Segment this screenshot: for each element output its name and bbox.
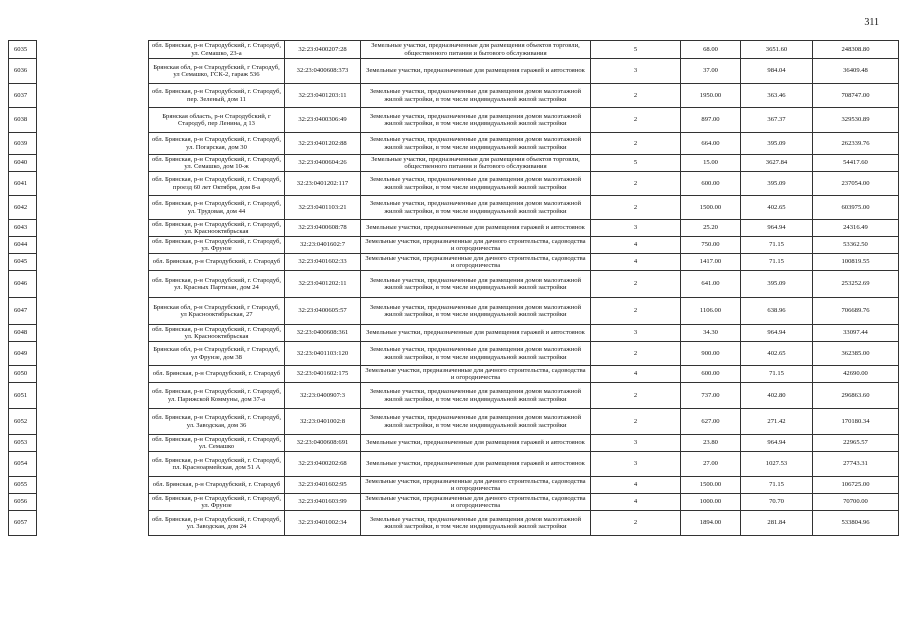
row-number: 6043: [9, 220, 37, 237]
spacer: [37, 383, 149, 409]
spacer: [37, 366, 149, 383]
address: обл. Брянская, р-н Стародубский, г. Стародуб: [149, 477, 285, 494]
cadastral-value: 533804.96: [813, 511, 899, 536]
address: обл. Брянская, р-н Стародубский, г. Стародуб, ул. Фрунзе: [149, 237, 285, 254]
spacer: [37, 477, 149, 494]
cadastral-number: 32:23:0400604:26: [285, 155, 361, 172]
area: 664.00: [681, 133, 741, 155]
area: 1894.00: [681, 511, 741, 536]
land-category: Земельные участки, предназначенные для размещения домов малоэтажной жилой застройки, в том числе индивидуальной жилой застройки: [361, 298, 591, 325]
row-number: 6041: [9, 172, 37, 196]
cadastral-number: 32:23:0401602:7: [285, 237, 361, 254]
area: 25.20: [681, 220, 741, 237]
table-row: [9, 155, 899, 172]
cadastral-rate: 984.04: [741, 59, 813, 84]
page-number: 311: [864, 17, 879, 28]
spacer: [37, 494, 149, 511]
table-row: [9, 220, 899, 237]
area: 23.80: [681, 435, 741, 452]
group-code: 2: [591, 383, 681, 409]
cadastral-number: 32:23:0400608:691: [285, 435, 361, 452]
row-number: 6038: [9, 108, 37, 133]
table-row: [9, 59, 899, 84]
land-category: Земельные участки, предназначенные для дачного строительства, садоводства и огородничества: [361, 494, 591, 511]
group-code: 2: [591, 342, 681, 366]
cadastral-value: 22965.57: [813, 435, 899, 452]
cadastral-rate: 363.46: [741, 84, 813, 108]
land-category: Земельные участки, предназначенные для размещения гаражей и автостоянок: [361, 452, 591, 477]
cadastral-value: 42690.00: [813, 366, 899, 383]
area: 1500.00: [681, 477, 741, 494]
row-number: 6052: [9, 409, 37, 435]
cadastral-rate: 1027.53: [741, 452, 813, 477]
cadastral-value: 54417.60: [813, 155, 899, 172]
cadastral-number: 32:23:0400202:68: [285, 452, 361, 477]
table-row: [9, 342, 899, 366]
spacer: [37, 325, 149, 342]
cadastral-number: 32:23:0400605:57: [285, 298, 361, 325]
cadastral-rate: 395.09: [741, 271, 813, 298]
cadastral-value: 106725.00: [813, 477, 899, 494]
cadastral-rate: 402.65: [741, 342, 813, 366]
table-row: [9, 366, 899, 383]
cadastral-rate: 71.15: [741, 254, 813, 271]
cadastral-number: 32:23:0401603:99: [285, 494, 361, 511]
row-number: 6040: [9, 155, 37, 172]
group-code: 2: [591, 271, 681, 298]
table-row: [9, 325, 899, 342]
cadastral-number: 32:23:0401002:34: [285, 511, 361, 536]
cadastral-value: 237054.00: [813, 172, 899, 196]
cadastral-value: 706689.76: [813, 298, 899, 325]
area: 1417.00: [681, 254, 741, 271]
address: обл. Брянская, р-н Стародубский, г. Стародуб: [149, 254, 285, 271]
spacer: [37, 59, 149, 84]
area: 15.00: [681, 155, 741, 172]
area: 897.00: [681, 108, 741, 133]
spacer: [37, 271, 149, 298]
spacer: [37, 172, 149, 196]
cadastral-value: 36409.48: [813, 59, 899, 84]
row-number: 6047: [9, 298, 37, 325]
cadastral-rate: 281.84: [741, 511, 813, 536]
cadastral-number: 32:23:0401602:33: [285, 254, 361, 271]
cadastral-rate: 3627.84: [741, 155, 813, 172]
table-row: [9, 298, 899, 325]
cadastral-value: 603975.00: [813, 196, 899, 220]
cadastral-number: 32:23:0401202:88: [285, 133, 361, 155]
area: 600.00: [681, 172, 741, 196]
cadastral-number: 32:23:0400306:49: [285, 108, 361, 133]
address: обл. Брянская, р-н Стародубский, г. Стародуб, ул. Погарская, дом 30: [149, 133, 285, 155]
spacer: [37, 409, 149, 435]
cadastral-value: 27743.31: [813, 452, 899, 477]
row-number: 6057: [9, 511, 37, 536]
spacer: [37, 41, 149, 59]
spacer: [37, 133, 149, 155]
address: обл. Брянская, р-н Стародубский, г. Стародуб, ул. Семашко: [149, 435, 285, 452]
cadastral-value: 262339.76: [813, 133, 899, 155]
area: 627.00: [681, 409, 741, 435]
group-code: 3: [591, 325, 681, 342]
group-code: 2: [591, 172, 681, 196]
group-code: 4: [591, 366, 681, 383]
group-code: 3: [591, 435, 681, 452]
group-code: 2: [591, 298, 681, 325]
group-code: 5: [591, 41, 681, 59]
address: обл. Брянская, р-н Стародубский, г. Стародуб, ул. Семашко, 23-а: [149, 41, 285, 59]
row-number: 6054: [9, 452, 37, 477]
land-category: Земельные участки, предназначенные для размещения домов малоэтажной жилой застройки, в том числе индивидуальной жилой застройки: [361, 511, 591, 536]
table-row: [9, 452, 899, 477]
spacer: [37, 196, 149, 220]
cadastral-rate: 964.94: [741, 325, 813, 342]
row-number: 6035: [9, 41, 37, 59]
area: 600.00: [681, 366, 741, 383]
row-number: 6042: [9, 196, 37, 220]
table-row: [9, 196, 899, 220]
area: 68.00: [681, 41, 741, 59]
table-row: [9, 133, 899, 155]
cadastral-rate: 70.70: [741, 494, 813, 511]
address: обл. Брянская, р-н Стародубский, г. Стародуб, ул. Заводская, дом 24: [149, 511, 285, 536]
area: 737.00: [681, 383, 741, 409]
row-number: 6051: [9, 383, 37, 409]
cadastral-number: 32:23:0401202:117: [285, 172, 361, 196]
land-category: Земельные участки, предназначенные для дачного строительства, садоводства и огородничества: [361, 366, 591, 383]
cadastral-number: 32:23:0401103:21: [285, 196, 361, 220]
land-category: Земельные участки, предназначенные для размещения домов малоэтажной жилой застройки, в том числе индивидуальной жилой застройки: [361, 196, 591, 220]
land-category: Земельные участки, предназначенные для дачного строительства, садоводства и огородничества: [361, 254, 591, 271]
row-number: 6037: [9, 84, 37, 108]
row-number: 6049: [9, 342, 37, 366]
area: 37.00: [681, 59, 741, 84]
area: 1000.00: [681, 494, 741, 511]
area: 1106.00: [681, 298, 741, 325]
row-number: 6048: [9, 325, 37, 342]
group-code: 3: [591, 220, 681, 237]
cadastral-rate: 395.09: [741, 172, 813, 196]
cadastral-value: 100819.55: [813, 254, 899, 271]
cadastral-number: 32:23:0401602:95: [285, 477, 361, 494]
table-row: [9, 477, 899, 494]
land-category: Земельные участки, предназначенные для размещения объектов торговли, общественного питания и бытового обслуживания: [361, 41, 591, 59]
cadastral-rate: 271.42: [741, 409, 813, 435]
cadastral-rate: 402.80: [741, 383, 813, 409]
cadastral-value: 329530.89: [813, 108, 899, 133]
land-category: Земельные участки, предназначенные для размещения домов малоэтажной жилой застройки, в том числе индивидуальной жилой застройки: [361, 133, 591, 155]
spacer: [37, 108, 149, 133]
row-number: 6056: [9, 494, 37, 511]
cadastral-rate: 3651.60: [741, 41, 813, 59]
address: обл. Брянская, р-н Стародубский, г. Стародуб, ул. Семашко, дом 10-ж: [149, 155, 285, 172]
table-row: [9, 435, 899, 452]
group-code: 4: [591, 237, 681, 254]
cadastral-value: 708747.00: [813, 84, 899, 108]
cadastral-rate: 71.15: [741, 366, 813, 383]
cadastral-rate: 402.65: [741, 196, 813, 220]
table-row: [9, 237, 899, 254]
spacer: [37, 452, 149, 477]
table-row: [9, 409, 899, 435]
row-number: 6046: [9, 271, 37, 298]
cadastral-rate: 964.94: [741, 220, 813, 237]
address: обл. Брянская, р-н Стародубский, г. Стародуб, ул. Трудовая, дом 44: [149, 196, 285, 220]
land-category: Земельные участки, предназначенные для дачного строительства, садоводства и огородничества: [361, 477, 591, 494]
cadastral-value: 24316.49: [813, 220, 899, 237]
land-category: Земельные участки, предназначенные для размещения домов малоэтажной жилой застройки, в том числе индивидуальной жилой застройки: [361, 409, 591, 435]
table-row: [9, 254, 899, 271]
spacer: [37, 220, 149, 237]
table-row: [9, 494, 899, 511]
group-code: 4: [591, 494, 681, 511]
land-category: Земельные участки, предназначенные для размещения гаражей и автостоянок: [361, 220, 591, 237]
group-code: 2: [591, 196, 681, 220]
land-category: Земельные участки, предназначенные для размещения домов малоэтажной жилой застройки, в том числе индивидуальной жилой застройки: [361, 84, 591, 108]
cadastral-value: 248308.80: [813, 41, 899, 59]
area: 27.00: [681, 452, 741, 477]
group-code: 3: [591, 59, 681, 84]
address: обл. Брянская, р-н Стародубский, г. Стародуб, ул. Парижской Коммуны, дом 37-а: [149, 383, 285, 409]
address: обл. Брянская, р-н Стародубский, г. Стародуб, пер. Зеленый, дом 11: [149, 84, 285, 108]
cadastral-rate: 71.15: [741, 237, 813, 254]
cadastral-number: 32:23:0401202:11: [285, 271, 361, 298]
table-row: [9, 108, 899, 133]
land-category: Земельные участки, предназначенные для размещения домов малоэтажной жилой застройки, в том числе индивидуальной жилой застройки: [361, 108, 591, 133]
address: Брянская область, р-н Стародубский, г Стародуб, пер Ленина, д 13: [149, 108, 285, 133]
address: обл. Брянская, р-н Стародубский, г. Стародуб, ул. Фрунзе: [149, 494, 285, 511]
cadastral-rate: 367.37: [741, 108, 813, 133]
area: 1500.00: [681, 196, 741, 220]
land-category: Земельные участки, предназначенные для размещения домов малоэтажной жилой застройки, в том числе индивидуальной жилой застройки: [361, 271, 591, 298]
spacer: [37, 298, 149, 325]
group-code: 2: [591, 511, 681, 536]
group-code: 2: [591, 108, 681, 133]
spacer: [37, 254, 149, 271]
spacer: [37, 435, 149, 452]
cadastral-rate: 71.15: [741, 477, 813, 494]
land-category: Земельные участки, предназначенные для размещения гаражей и автостоянок: [361, 325, 591, 342]
area: 900.00: [681, 342, 741, 366]
cadastral-rate: 395.09: [741, 133, 813, 155]
cadastral-number: 32:23:0401602:175: [285, 366, 361, 383]
spacer: [37, 84, 149, 108]
land-category: Земельные участки, предназначенные для дачного строительства, садоводства и огородничества: [361, 237, 591, 254]
cadastral-value: 170180.34: [813, 409, 899, 435]
cadastral-value: 362385.00: [813, 342, 899, 366]
land-category: Земельные участки, предназначенные для размещения гаражей и автостоянок: [361, 435, 591, 452]
cadastral-value: 53362.50: [813, 237, 899, 254]
spacer: [37, 155, 149, 172]
cadastral-number: 32:23:0400608:78: [285, 220, 361, 237]
land-category: Земельные участки, предназначенные для размещения объектов торговли, общественного питания и бытового обслуживания: [361, 155, 591, 172]
table-row: [9, 383, 899, 409]
group-code: 3: [591, 452, 681, 477]
row-number: 6044: [9, 237, 37, 254]
cadastral-value: 253252.69: [813, 271, 899, 298]
area: 750.00: [681, 237, 741, 254]
cadastral-value: 296863.60: [813, 383, 899, 409]
cadastral-number: 32:23:0400907:3: [285, 383, 361, 409]
address: обл. Брянская, р-н Стародубский, г. Стародуб, ул. Краснооктябрьская: [149, 220, 285, 237]
land-registry-table: [8, 40, 899, 536]
address: обл. Брянская, р-н Стародубский, г. Стародуб, пл. Красноармейская, дом 51 А: [149, 452, 285, 477]
group-code: 2: [591, 409, 681, 435]
table-row: [9, 84, 899, 108]
address: Брянская обл, р-н Стародубский, г Стародуб, ул Краснооктябрьская, 27: [149, 298, 285, 325]
address: Брянская обл, р-н Стародубский, г Стародуб, ул Семашко, ГСК-2, гараж 536: [149, 59, 285, 84]
area: 34.30: [681, 325, 741, 342]
spacer: [37, 237, 149, 254]
cadastral-value: 33097.44: [813, 325, 899, 342]
table-row: [9, 172, 899, 196]
area: 641.00: [681, 271, 741, 298]
address: обл. Брянская, р-н Стародубский, г. Стародуб: [149, 366, 285, 383]
table-body: [9, 41, 899, 536]
row-number: 6055: [9, 477, 37, 494]
land-category: Земельные участки, предназначенные для размещения домов малоэтажной жилой застройки, в том числе индивидуальной жилой застройки: [361, 172, 591, 196]
land-category: Земельные участки, предназначенные для размещения гаражей и автостоянок: [361, 59, 591, 84]
cadastral-rate: 638.96: [741, 298, 813, 325]
cadastral-number: 32:23:0401103:120: [285, 342, 361, 366]
address: Брянская обл, р-н Стародубский, г Стародуб, ул Фрунзе, дом 38: [149, 342, 285, 366]
land-category: Земельные участки, предназначенные для размещения домов малоэтажной жилой застройки, в том числе индивидуальной жилой застройки: [361, 342, 591, 366]
cadastral-number: 32:23:0400608:361: [285, 325, 361, 342]
group-code: 4: [591, 477, 681, 494]
cadastral-rate: 964.94: [741, 435, 813, 452]
spacer: [37, 511, 149, 536]
cadastral-number: 32:23:0400608:373: [285, 59, 361, 84]
address: обл. Брянская, р-н Стародубский, г. Стародуб, ул. Заводская, дом 36: [149, 409, 285, 435]
cadastral-number: 32:23:0401203:11: [285, 84, 361, 108]
table-row: [9, 271, 899, 298]
cadastral-number: 32:23:0401002:8: [285, 409, 361, 435]
spacer: [37, 342, 149, 366]
address: обл. Брянская, р-н Стародубский, г. Стародуб, ул. Красных Партизан, дом 24: [149, 271, 285, 298]
row-number: 6053: [9, 435, 37, 452]
table-row: [9, 41, 899, 59]
cadastral-value: 70700.00: [813, 494, 899, 511]
group-code: 2: [591, 84, 681, 108]
group-code: 5: [591, 155, 681, 172]
row-number: 6045: [9, 254, 37, 271]
cadastral-number: 32:23:0400207:28: [285, 41, 361, 59]
area: 1950.00: [681, 84, 741, 108]
group-code: 4: [591, 254, 681, 271]
land-category: Земельные участки, предназначенные для размещения домов малоэтажной жилой застройки, в том числе индивидуальной жилой застройки: [361, 383, 591, 409]
row-number: 6050: [9, 366, 37, 383]
address: обл. Брянская, р-н Стародубский, г. Стародуб, проезд 60 лет Октября, дом 8-а: [149, 172, 285, 196]
address: обл. Брянская, р-н Стародубский, г. Стародуб, ул. Краснооктябрьская: [149, 325, 285, 342]
table-row: [9, 511, 899, 536]
row-number: 6036: [9, 59, 37, 84]
row-number: 6039: [9, 133, 37, 155]
group-code: 2: [591, 133, 681, 155]
